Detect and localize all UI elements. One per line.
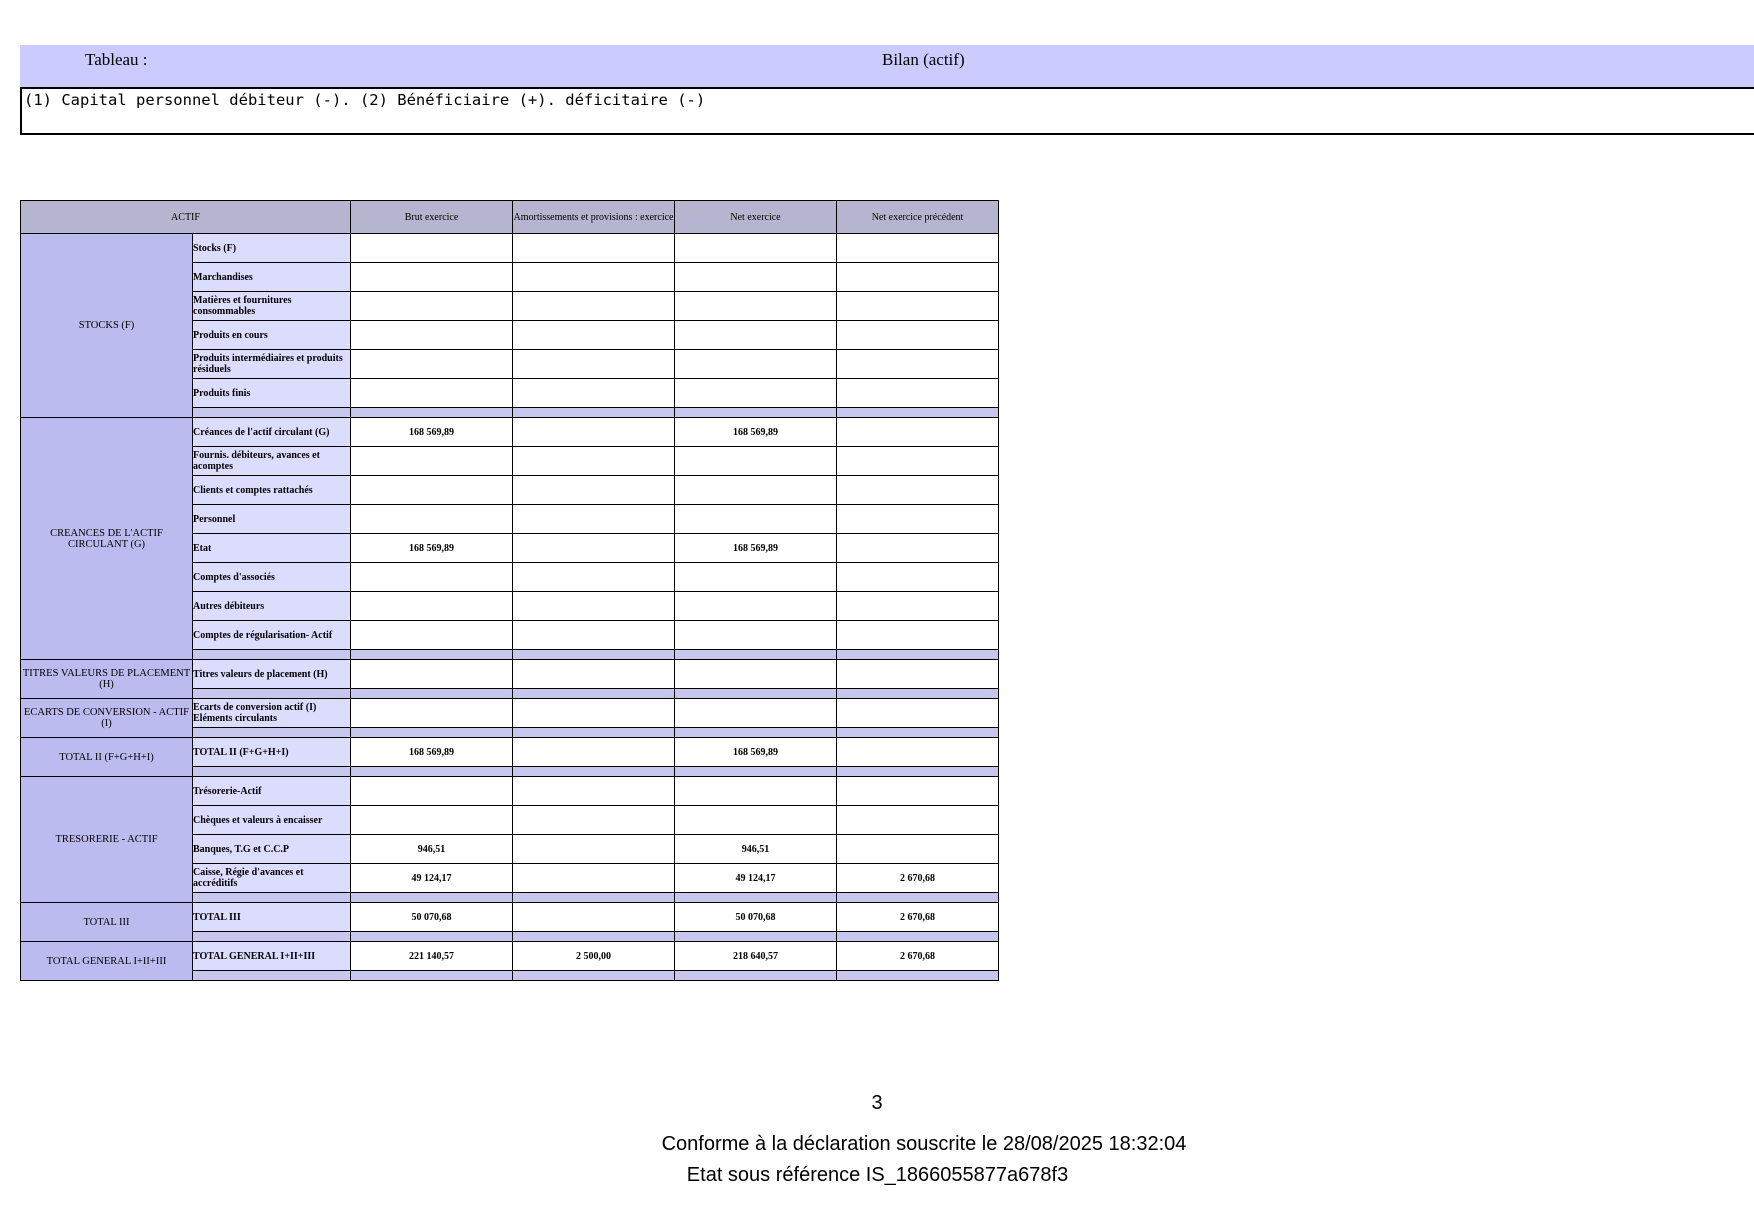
cell-amort (513, 903, 675, 932)
row-label: Marchandises (193, 263, 351, 292)
cell-amort (513, 263, 675, 292)
cell-net (675, 592, 837, 621)
table-row (21, 738, 999, 767)
cell-prec (837, 621, 999, 650)
cell-brut (351, 592, 513, 621)
table-row (21, 699, 999, 728)
row-label: Personnel (193, 505, 351, 534)
cell-brut (351, 699, 513, 728)
cell-prec (837, 418, 999, 447)
group-label-tresorerie: TRESORERIE - ACTIF (21, 777, 193, 903)
cell-prec (837, 806, 999, 835)
bilan-actif-table (20, 200, 999, 981)
cell-brut (351, 660, 513, 689)
row-label: Matières et fournitures consommables (193, 292, 351, 321)
row-label: Fournis. débiteurs, avances et acomptes (193, 447, 351, 476)
cell-prec (837, 592, 999, 621)
row-label: Chèques et valeurs à encaisser (193, 806, 351, 835)
cell-net (675, 699, 837, 728)
cell-brut (351, 806, 513, 835)
note-text: (1) Capital personnel débiteur (-). (2) Bénéficiaire (+). déficitaire (-) (24, 91, 706, 109)
column-header-brut: Brut exercice (351, 201, 513, 234)
cell-net: 49 124,17 (675, 864, 837, 893)
cell-net: 50 070,68 (675, 903, 837, 932)
cell-prec (837, 263, 999, 292)
cell-prec (837, 234, 999, 263)
cell-brut (351, 234, 513, 263)
column-header-net: Net exercice (675, 201, 837, 234)
table-row (21, 777, 999, 806)
table-row (21, 234, 999, 263)
row-label: TOTAL II (F+G+H+I) (193, 738, 351, 767)
cell-prec: 2 670,68 (837, 864, 999, 893)
cell-amort (513, 292, 675, 321)
cell-net: 946,51 (675, 835, 837, 864)
cell-brut (351, 563, 513, 592)
page-title: Bilan (actif) (882, 50, 965, 69)
cell-brut (351, 621, 513, 650)
row-label: Clients et comptes rattachés (193, 476, 351, 505)
cell-brut (351, 505, 513, 534)
cell-brut: 50 070,68 (351, 903, 513, 932)
cell-prec (837, 379, 999, 408)
cell-amort (513, 321, 675, 350)
column-header-actif: ACTIF (21, 201, 351, 234)
note-box (20, 87, 1754, 135)
row-label: Produits finis (193, 379, 351, 408)
cell-net (675, 350, 837, 379)
cell-net (675, 563, 837, 592)
row-label: Banques, T.G et C.C.P (193, 835, 351, 864)
row-label: Trésorerie-Actif (193, 777, 351, 806)
footer-reference: Etat sous référence IS_1866055877a678f3 (686, 1164, 1069, 1186)
cell-net (675, 621, 837, 650)
table-row (21, 418, 999, 447)
cell-prec (837, 321, 999, 350)
cell-amort (513, 447, 675, 476)
column-header-amortissements: Amortissements et provisions : exercice (513, 201, 675, 234)
cell-brut: 168 569,89 (351, 534, 513, 563)
row-label: Autres débiteurs (193, 592, 351, 621)
cell-net (675, 660, 837, 689)
cell-net (675, 505, 837, 534)
cell-net: 218 640,57 (675, 942, 837, 971)
row-label: Comptes de régularisation- Actif (193, 621, 351, 650)
cell-brut (351, 321, 513, 350)
cell-net (675, 476, 837, 505)
row-label: Créances de l'actif circulant (G) (193, 418, 351, 447)
cell-prec (837, 350, 999, 379)
row-label: Etat (193, 534, 351, 563)
cell-amort (513, 738, 675, 767)
cell-prec (837, 835, 999, 864)
cell-prec (837, 563, 999, 592)
cell-prec: 2 670,68 (837, 903, 999, 932)
cell-amort (513, 835, 675, 864)
group-label-creances: CREANCES DE L'ACTIF CIRCULANT (G) (21, 418, 193, 660)
cell-amort (513, 234, 675, 263)
cell-prec: 2 670,68 (837, 942, 999, 971)
cell-prec (837, 534, 999, 563)
table-row (21, 903, 999, 932)
row-label: Produits intermédiaires et produits résiduels (193, 350, 351, 379)
row-label: Caisse, Régie d'avances et accréditifs (193, 864, 351, 893)
cell-net: 168 569,89 (675, 534, 837, 563)
cell-prec (837, 447, 999, 476)
row-label: TOTAL GENERAL I+II+III (193, 942, 351, 971)
cell-brut (351, 777, 513, 806)
cell-brut: 946,51 (351, 835, 513, 864)
group-label-titres: TITRES VALEURS DE PLACEMENT (H) (21, 660, 193, 699)
column-header-net-precedent: Net exercice précédent (837, 201, 999, 234)
cell-net (675, 292, 837, 321)
cell-prec (837, 699, 999, 728)
cell-net (675, 234, 837, 263)
group-label-total-general: TOTAL GENERAL I+II+III (21, 942, 193, 981)
cell-amort (513, 806, 675, 835)
table-header-row (21, 201, 999, 234)
header-label: Tableau : (85, 50, 148, 69)
cell-prec (837, 476, 999, 505)
cell-brut: 168 569,89 (351, 418, 513, 447)
table-row (21, 942, 999, 971)
row-label: Produits en cours (193, 321, 351, 350)
group-label-ecarts: ECARTS DE CONVERSION - ACTIF (I) (21, 699, 193, 738)
cell-net: 168 569,89 (675, 738, 837, 767)
cell-brut: 49 124,17 (351, 864, 513, 893)
cell-brut (351, 476, 513, 505)
cell-amort (513, 534, 675, 563)
cell-amort (513, 350, 675, 379)
cell-brut (351, 379, 513, 408)
cell-net (675, 321, 837, 350)
cell-brut: 221 140,57 (351, 942, 513, 971)
table-row (21, 660, 999, 689)
cell-net (675, 806, 837, 835)
cell-brut (351, 447, 513, 476)
group-label-total-iii: TOTAL III (21, 903, 193, 942)
row-label: Stocks (F) (193, 234, 351, 263)
group-label-stocks: STOCKS (F) (21, 234, 193, 418)
cell-prec (837, 292, 999, 321)
cell-net (675, 777, 837, 806)
cell-amort (513, 592, 675, 621)
row-label: Comptes d'associés (193, 563, 351, 592)
row-label: TOTAL III (193, 903, 351, 932)
cell-amort (513, 379, 675, 408)
cell-net (675, 379, 837, 408)
cell-amort (513, 621, 675, 650)
group-label-total-ii: TOTAL II (F+G+H+I) (21, 738, 193, 777)
row-label: Titres valeurs de placement (H) (193, 660, 351, 689)
cell-amort (513, 699, 675, 728)
cell-brut (351, 350, 513, 379)
cell-amort (513, 864, 675, 893)
cell-brut (351, 292, 513, 321)
row-label: Ecarts de conversion actif (I) Eléments circulants (193, 699, 351, 728)
cell-amort (513, 563, 675, 592)
cell-prec (837, 777, 999, 806)
page-number: 3 (871, 1092, 883, 1114)
cell-net (675, 263, 837, 292)
cell-amort: 2 500,00 (513, 942, 675, 971)
cell-amort (513, 418, 675, 447)
cell-amort (513, 505, 675, 534)
cell-brut: 168 569,89 (351, 738, 513, 767)
cell-amort (513, 777, 675, 806)
cell-net (675, 447, 837, 476)
cell-amort (513, 660, 675, 689)
cell-amort (513, 476, 675, 505)
cell-prec (837, 738, 999, 767)
cell-prec (837, 505, 999, 534)
cell-prec (837, 660, 999, 689)
cell-net: 168 569,89 (675, 418, 837, 447)
footer-declaration: Conforme à la déclaration souscrite le 28/08/2025 18:32:04 (661, 1133, 1187, 1155)
cell-brut (351, 263, 513, 292)
